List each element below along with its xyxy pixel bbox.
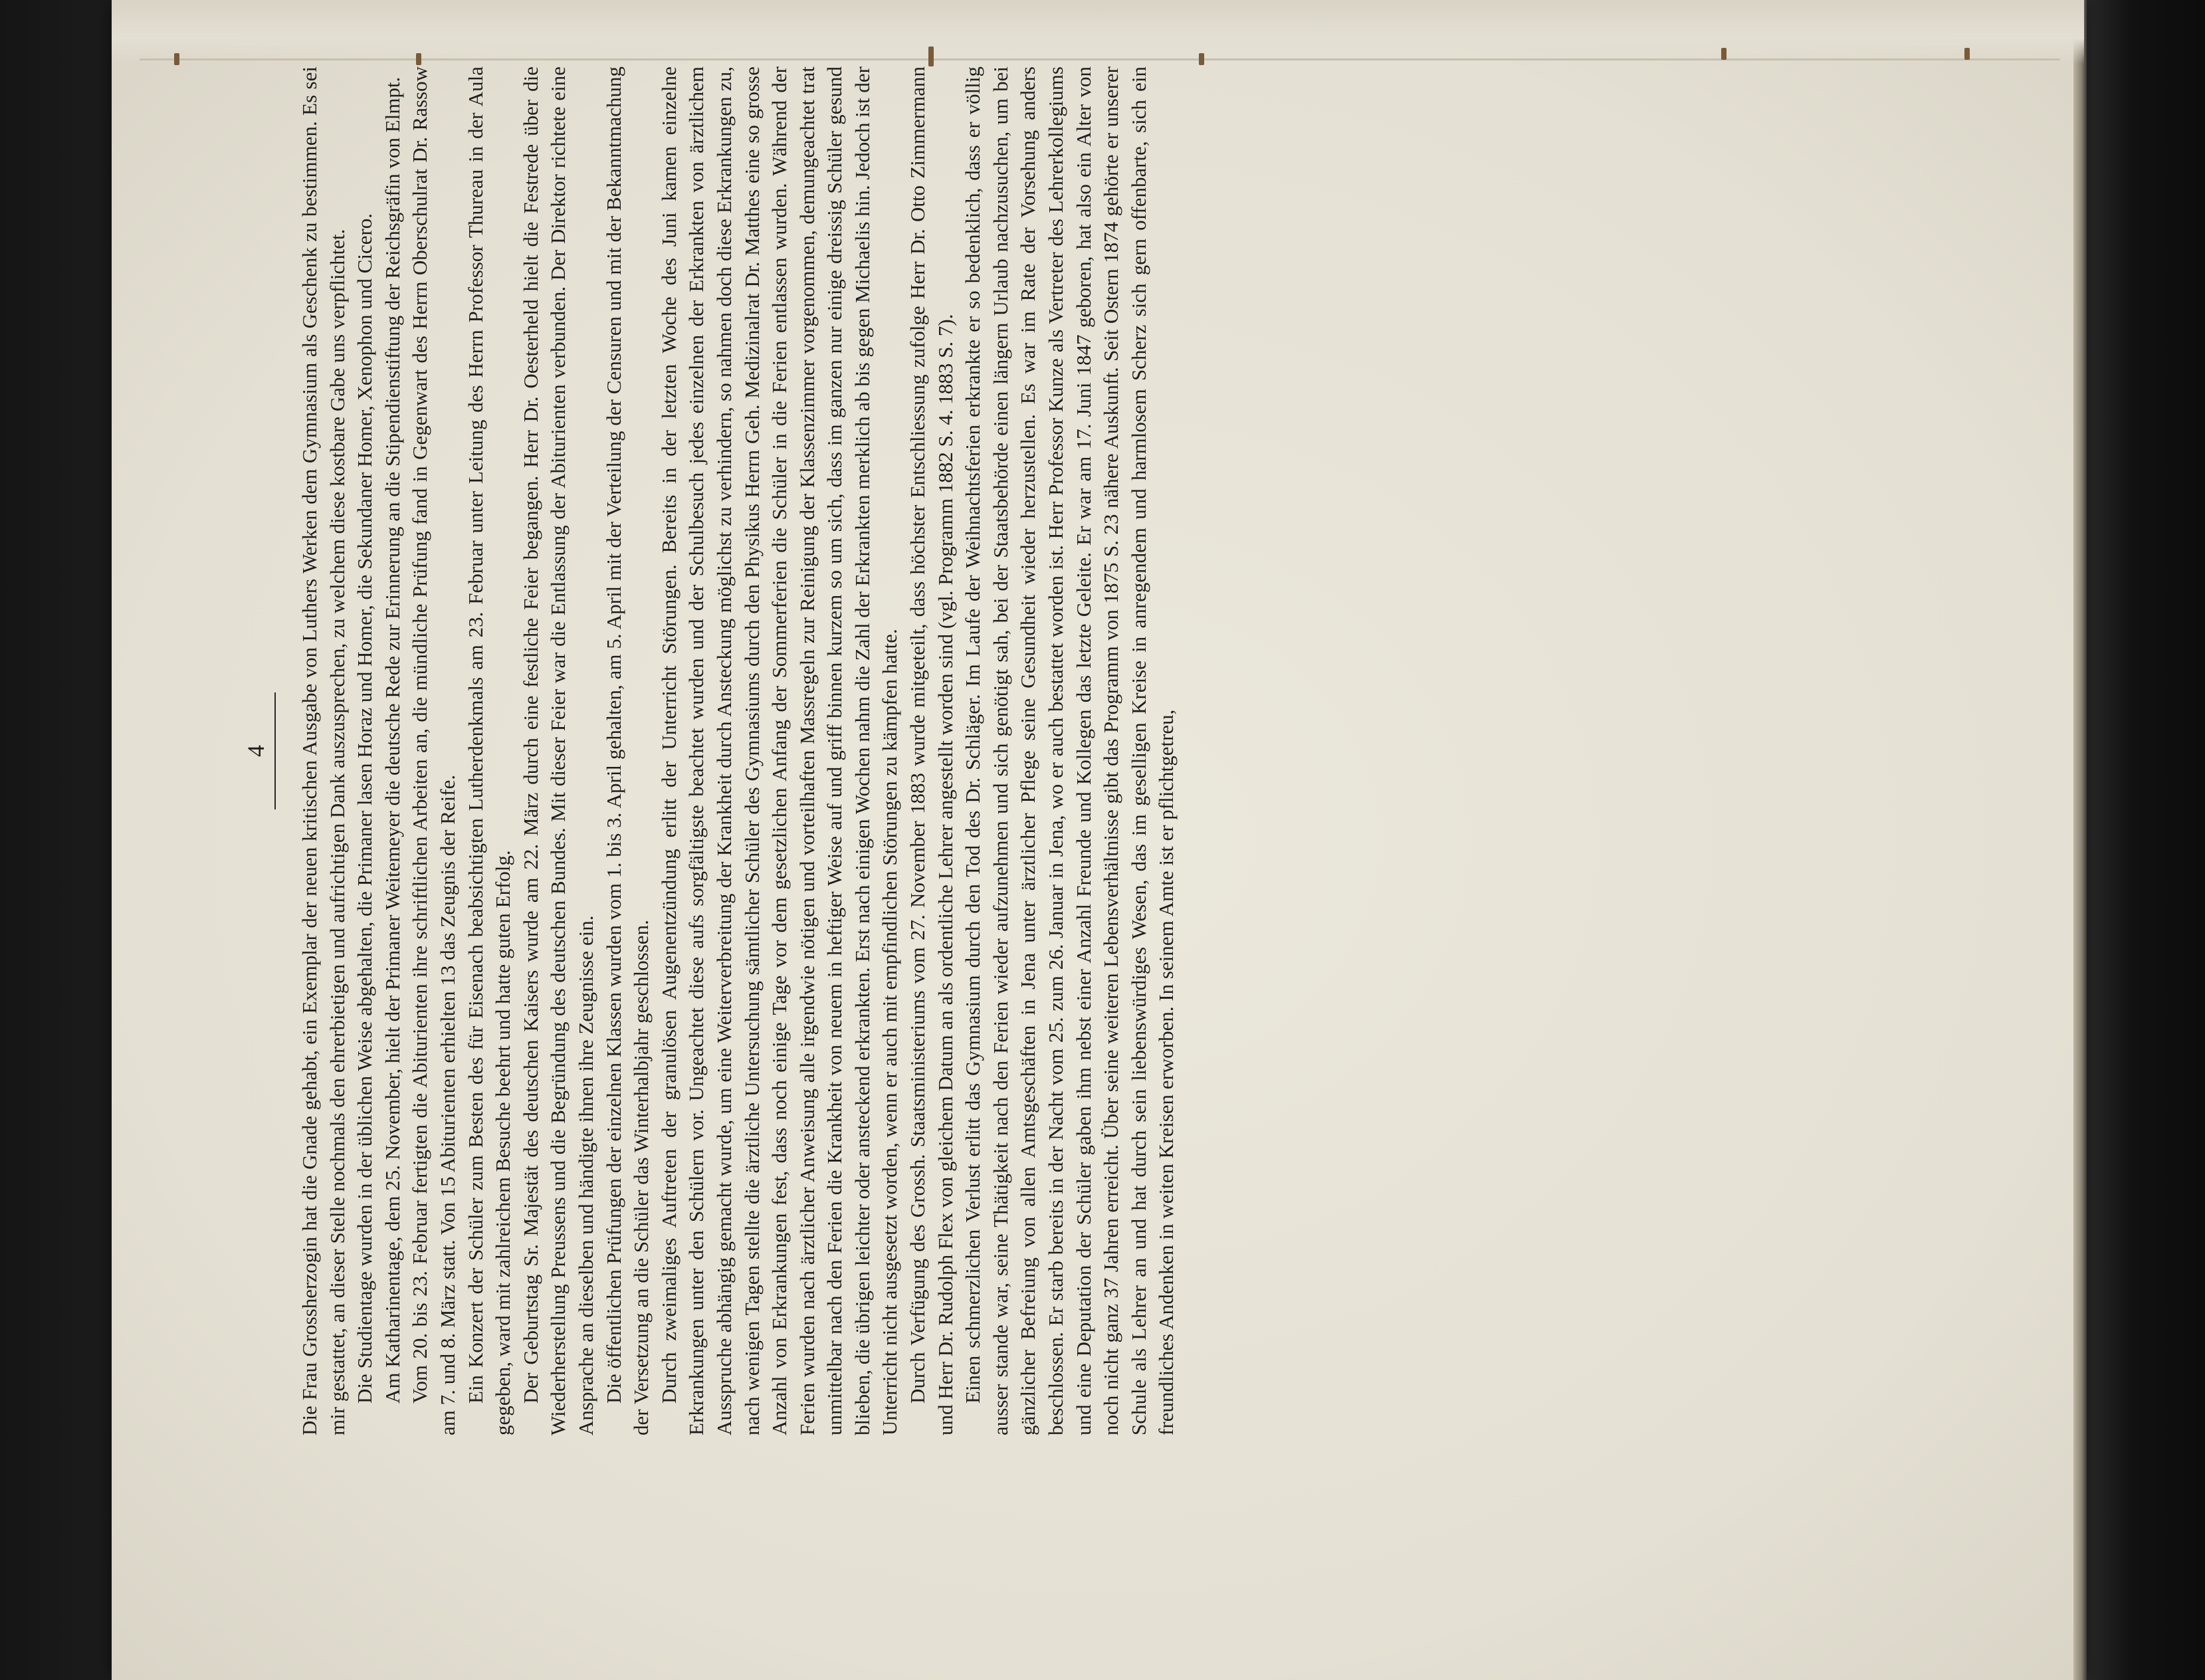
book-spine [2084,0,2205,1680]
paragraph: Durch Verfügung des Grossh. Staatsministeriums vom 27. November 1883 wurde mitgeteilt, dass höchster Entschliessung zufolge Herr Dr. Otto Zimmermann und Herr Dr. Rudolph Flex von gleichem Datum an als ordentliche Lehrer angestellt worden sind (vgl. Programm 1882 S. 4. 1883 S. 7). [906,66,957,1435]
rotated-text-block [243,66,1904,1435]
paragraph: Vom 20. bis 23. Februar fertigten die Abiturienten ihre schriftlichen Arbeiten an, die mündliche Prüfung fand in Gegenwart des Herrn Oberschulrat Dr. Rassow am 7. und 8. März statt. Von 15 Abiturienten erhielten 13 das Zeugnis der Reife. [408,66,459,1435]
page-edge [2073,0,2087,1680]
binding-mark [928,47,934,66]
paragraph: Die Frau Grossherzogin hat die Gnade gehabt, ein Exemplar der neuen kritischen Ausgabe von Luthers Werken dem Gymnasium als Geschenk zu bestimmen. Es sei mir gestattet, an dieser Stelle nochmals den ehrerbietigen und aufrichtigen Dank auszusprechen, zu welchem diese kostbare Gabe uns verpflichtet. [298,66,349,1435]
page-top-edge [112,0,2084,64]
page-fold-line [140,58,2060,60]
binding-mark [174,53,179,65]
binding-mark [416,53,421,65]
binding-mark [1199,53,1204,65]
paragraph: Ein Konzert der Schüler zum Besten des für Eisenach beabsichtigten Lutherdenkmals am 23. Februar unter Leitung des Herrn Professor Thureau in der Aula gegeben, ward mit zahlreichem Besuche beehrt und hatte guten Erfolg. [463,66,515,1435]
paragraph: Die öffentlichen Prüfungen der einzelnen Klassen wurden vom 1. bis 3. April gehalten, am 5. April mit der Verteilung der Censuren und mit der Bekanntmachung der Versetzung an die Schüler das Winterhalbjahr geschlossen. [601,66,653,1435]
paragraph: Die Studientage wurden in der üblichen Weise abgehalten, die Primaner lasen Horaz und Homer, die Sekundaner Homer, Xenophon und Cicero. [353,213,377,1404]
binding-mark [1964,48,1970,60]
paragraph: Einen schmerzlichen Verlust erlitt das Gymnasium durch den Tod des Dr. Schläger. Im Laufe der Weihnachtsferien erkrankte er so bedenklich, dass er völlig ausser stande war, seine Thätigkeit nach den Ferien wieder aufzunehmen und sich genötigt sah, bei der Staatsbehörde einen längern Urlaub nachzusuchen, um bei gänzlicher Befreiung von allen Amtsgeschäften in Jena unter ärztlicher Pflege seine Gesundheit wieder herzustellen. Es war im Rate der Vorsehung anders beschlossen. Er starb bereits in der Nacht vom 25. zum 26. Januar in Jena, wo er auch bestattet worden ist. Herr Professor Kunze als Vertreter des Lehrerkollegiums und eine Deputation der Schüler gaben ihm nebst einer Anzahl Freunde und Kollegen das letzte Geleite. Er war am 17. Juni 1847 geboren, hat also ein Alter von noch nicht ganz 37 Jahren erreicht. Über seine weiteren Lebensverhältnisse gibt das Programm von 1875 S. 23 nähere Auskunft. Seit Ostern 1874 gehörte er unserer Schule als Lehrer an und hat durch sein liebenswürdiges Wesen, das im geselligen Kreise in anregendem und harmlosem Scherz sich gern offenbarte, sich ein freundliches Andenken in weiten Kreisen erworben. In seinem Amte ist er pflichtgetreu, [961,66,1178,1435]
paragraph: Am Katharinentage, dem 25. November, hielt der Primaner Weitemeyer die deutsche Rede zur Erinnerung an die Stipendienstiftung der Reichsgräfin von Elmpt. [380,76,404,1404]
page-number: 4 [243,745,269,757]
binding-mark [1721,48,1727,60]
paragraph: Der Geburtstag Sr. Majestät des deutschen Kaisers wurde am 22. März durch eine festliche Feier begangen. Herr Dr. Oesterheld hielt die Festrede über die Wiederherstellung Preussens und die Begründung des deutschen Bundes. Mit dieser Feier war die Entlassung der Abiturienten verbunden. Der Direktor richtete eine Ansprache an dieselben und händigte ihnen ihre Zeugnisse ein. [518,66,597,1435]
paragraph: Durch zweimaliges Auftreten der granulösen Augenentzündung erlitt der Unterricht Störungen. Bereits in der letzten Woche des Juni kamen einzelne Erkrankungen unter den Schülern vor. Ungeachtet diese aufs sorgfältigste beachtet wurden und der Schulbesuch jedes einzelnen der Erkrankten von ärztlichem Ausspruche abhängig gemacht wurde, um eine Weiterverbreitung der Krankheit durch Ansteckung möglichst zu verhindern, so nahmen doch diese Erkrankungen zu, nach wenigen Tagen stellte die ärztliche Untersuchung sämtlicher Schüler des Gymnasiums durch den Physikus Herrn Geh. Medizinalrat Dr. Matthes eine so grosse Anzahl von Erkrankungen fest, dass noch einige Tage vor dem gesetzlichen Anfang der Sommerferien die Schüler in die Ferien entlassen wurden. Während der Ferien wurden nach ärztlicher Anweisung alle irgendwie nötigen und vorteilhaften Massregeln zur Reinigung der Klassenzimmer vorgenommen, demungeachtet trat unmittelbar nach den Ferien die Krankheit von neuem in heftiger Weise auf und griff binnen kurzem so um sich, dass im ganzen nur einige dreissig Schüler gesund blieben, die übrigen leichter oder ansteckend erkrankten. Erst nach einigen Wochen nahm die Zahl der Erkrankten merklich ab bis gegen Michaelis hin. Jedoch ist der Unterricht nicht ausgesetzt worden, wenn er auch mit empfindlichen Störungen zu kämpfen hatte. [657,66,902,1435]
header-rule [274,692,276,809]
